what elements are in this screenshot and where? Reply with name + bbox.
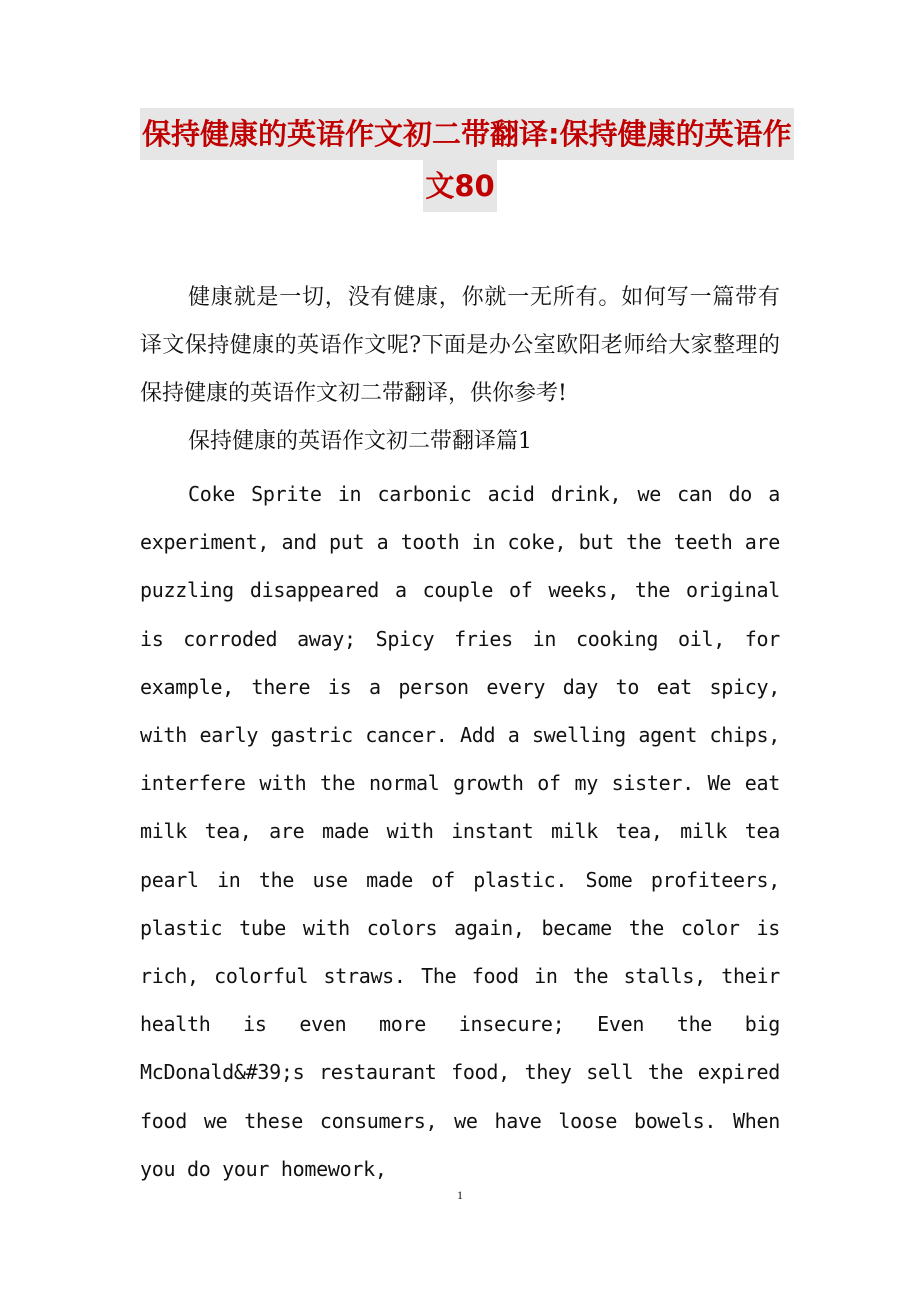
document-title xyxy=(140,108,792,212)
title-line-1: 保持健康的英语作文初二带翻译:保持健康的英语作 xyxy=(140,108,794,160)
intro-paragraph: 健康就是一切，没有健康，你就一无所有。如何写一篇带有译文保持健康的英语作文呢?下面是办公室欧阳老师给大家整理的保持健康的英语作文初二带翻译，供你参考! xyxy=(140,285,780,406)
title-line-2: 文80 xyxy=(423,160,496,212)
english-body-paragraph: Coke Sprite in carbonic acid drink, we can do a experiment, and put a tooth in coke, but the teeth are puzzling disappeared a couple of weeks, the original is corroded away; Spicy fries in cooking oil, for example, there is a person every day to eat spicy, with early gastric cancer. Add a swelling agent chips, interfere with the normal growth of my sister. We eat milk tea, are made with instant milk tea, milk tea pearl in the use made of plastic. Some profiteers, plastic tube with colors again, became the color is rich, colorful straws. The food in the stalls, their health is even more insecure; Even the big McDonald&#39;s restaurant food, they sell the expired food we these consumers, we have loose bowels. When you do your homework, xyxy=(140,482,780,1181)
page-number: 1 xyxy=(457,1188,463,1202)
section-heading: 保持健康的英语作文初二带翻译篇1 xyxy=(188,429,532,454)
